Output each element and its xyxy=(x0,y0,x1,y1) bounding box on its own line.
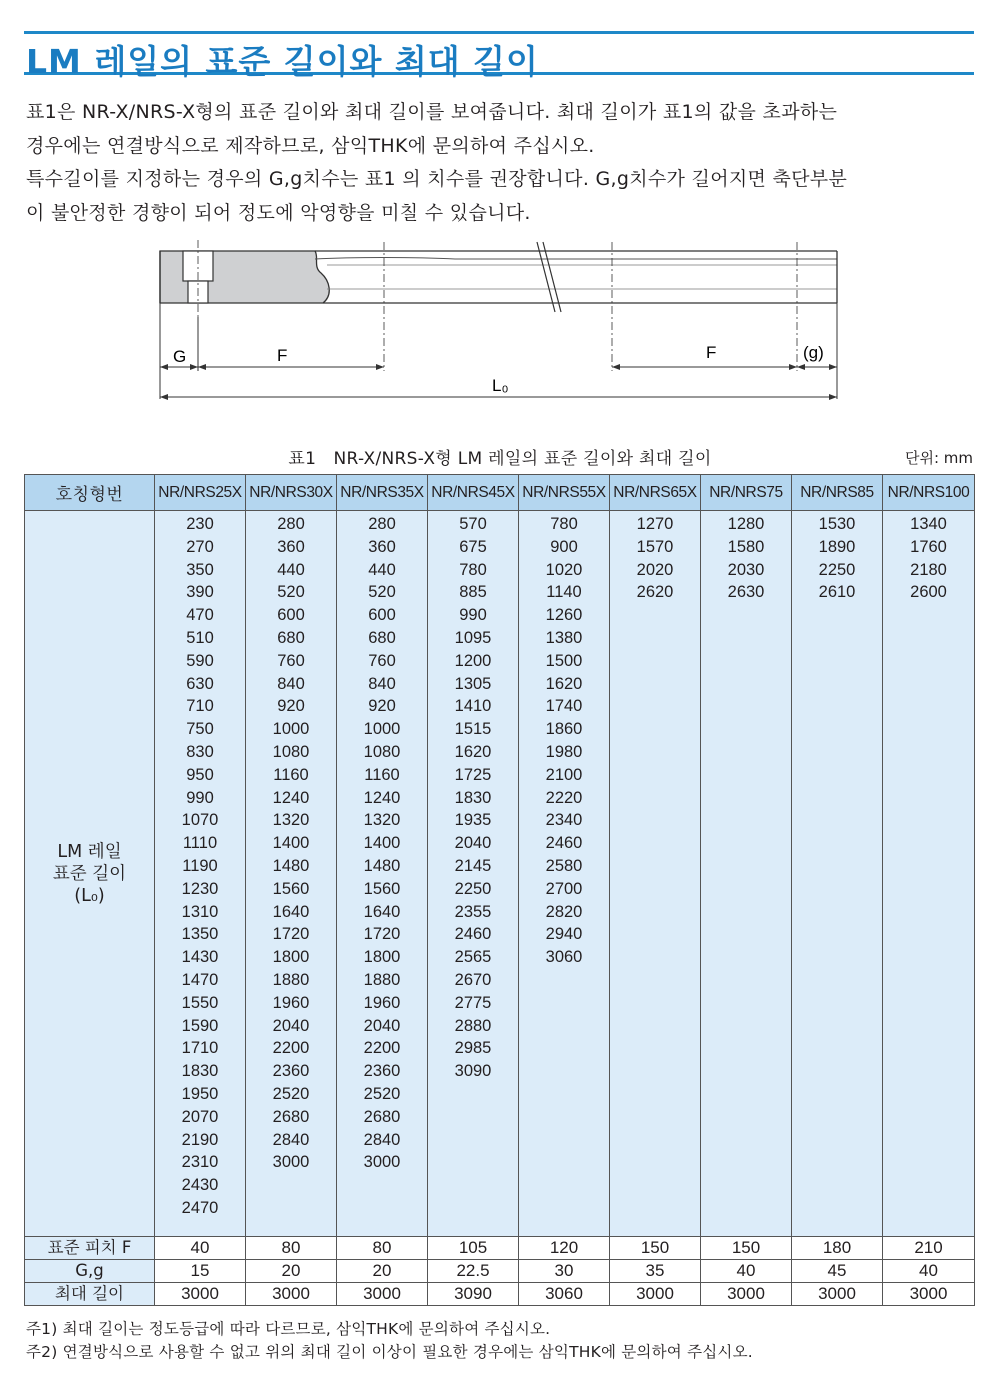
std-length-value: 1260 xyxy=(545,606,583,625)
rail-groove-line xyxy=(315,258,837,260)
gg-cell: 40 xyxy=(883,1260,975,1283)
std-length-value: 830 xyxy=(186,742,214,761)
max-length-cell: 3000 xyxy=(610,1283,701,1306)
intro-text xyxy=(26,96,974,230)
max-length-label: 최대 길이 xyxy=(25,1283,155,1306)
intro-line: 표1은 NR-X/NRS-X형의 표준 길이와 최대 길이를 보여줍니다. 최대 길이가 표1의 값을 초과하는 xyxy=(26,101,838,123)
pitch-label: 표준 피치 F xyxy=(25,1237,155,1260)
pitch-cell: 150 xyxy=(701,1237,792,1260)
std-length-value: 2580 xyxy=(545,856,583,875)
label-G: G xyxy=(173,347,187,366)
std-length-value: 1500 xyxy=(545,651,583,670)
std-length-value: 1640 xyxy=(272,902,310,921)
std-length-value: 3090 xyxy=(454,1062,492,1081)
std-length-value: 1720 xyxy=(272,925,310,944)
std-length-value: 2200 xyxy=(272,1039,310,1058)
footnote: 주2) 연결방식으로 사용할 수 없고 위의 최대 길이 이상이 필요한 경우에는 삼익THK에 문의하여 주십시오. xyxy=(26,1343,753,1361)
max-length-cell: 3000 xyxy=(883,1283,975,1306)
std-length-value: 230 xyxy=(186,515,214,533)
std-length-value: 2250 xyxy=(818,560,856,579)
std-length-value: 630 xyxy=(186,674,214,693)
std-length-value: 1430 xyxy=(181,948,219,967)
column-header: NR/NRS35X xyxy=(337,475,428,511)
gg-cell: 35 xyxy=(610,1260,701,1283)
table-caption: 표1 NR-X/NRS-X형 LM 레일의 표준 길이와 최대 길이 xyxy=(288,449,712,469)
std-length-value: 1310 xyxy=(181,902,219,921)
pitch-cell: 150 xyxy=(610,1237,701,1260)
std-length-value: 1830 xyxy=(181,1062,219,1081)
std-length-value: 1710 xyxy=(181,1039,219,1058)
header-model: 호칭형번 xyxy=(25,475,155,511)
std-length-value: 1760 xyxy=(910,537,947,556)
pitch-cell: 180 xyxy=(792,1237,883,1260)
column-header: NR/NRS55X xyxy=(519,475,610,511)
std-length-value: 1560 xyxy=(272,879,310,898)
std-length-value: 760 xyxy=(368,651,396,670)
std-length-value: 1480 xyxy=(272,856,310,875)
std-length-value: 2145 xyxy=(454,856,492,875)
intro-line: 경우에는 연결방식으로 제작하므로, 삼익THK에 문의하여 주십시오. xyxy=(26,134,595,157)
max-length-cell: 3000 xyxy=(701,1283,792,1306)
gg-cell: 20 xyxy=(246,1260,337,1283)
std-length-value: 1240 xyxy=(363,788,401,807)
length-table xyxy=(24,474,975,1306)
std-length-value: 470 xyxy=(186,606,214,625)
std-length-cell xyxy=(337,511,428,1237)
std-length-value: 1620 xyxy=(454,742,492,761)
std-length-value: 1320 xyxy=(363,811,401,830)
std-length-value: 2030 xyxy=(727,560,765,579)
intro-line: 이 불안정한 경향이 되어 정도에 악영향을 미칠 수 있습니다. xyxy=(26,201,531,224)
std-length-value: 780 xyxy=(550,515,578,533)
max-length-cell: 3000 xyxy=(246,1283,337,1306)
std-length-value: 1590 xyxy=(181,1016,219,1035)
std-length-value: 680 xyxy=(277,628,305,647)
std-length-value: 360 xyxy=(277,537,305,556)
column-header: NR/NRS45X xyxy=(428,475,519,511)
std-length-value: 570 xyxy=(459,515,487,533)
std-length-value: 2820 xyxy=(545,902,583,921)
std-length-value: 1270 xyxy=(636,515,674,533)
std-length-value: 1305 xyxy=(454,674,492,693)
std-length-value: 2630 xyxy=(727,583,765,602)
gg-cell: 30 xyxy=(519,1260,610,1283)
max-length-cell: 3000 xyxy=(792,1283,883,1306)
std-length-value: 1070 xyxy=(181,811,219,830)
std-length-value: 1560 xyxy=(363,879,401,898)
std-length-value: 2040 xyxy=(363,1016,401,1035)
pitch-cell: 40 xyxy=(155,1237,246,1260)
std-length-value: 1950 xyxy=(181,1084,219,1103)
std-length-value: 1830 xyxy=(454,788,492,807)
std-length-value: 1550 xyxy=(181,993,219,1012)
std-length-value: 760 xyxy=(277,651,305,670)
std-length-value: 590 xyxy=(186,651,214,670)
std-length-value: 710 xyxy=(186,697,214,716)
std-length-value: 1860 xyxy=(545,720,583,739)
std-length-value: 1230 xyxy=(181,879,219,898)
column-header: NR/NRS65X xyxy=(610,475,701,511)
std-length-label xyxy=(25,511,155,1237)
std-length-cell xyxy=(428,511,519,1237)
std-length-value: 600 xyxy=(368,606,396,625)
std-length-value: 1720 xyxy=(363,925,401,944)
std-length-cell xyxy=(792,511,883,1237)
std-length-value: 2620 xyxy=(636,583,674,602)
std-length-value: 1620 xyxy=(545,674,583,693)
pitch-cell: 80 xyxy=(337,1237,428,1260)
std-length-value: 1160 xyxy=(273,765,309,784)
std-length-value: 1160 xyxy=(364,765,400,784)
std-length-value: 510 xyxy=(186,628,214,647)
pitch-cell: 120 xyxy=(519,1237,610,1260)
std-length-value: 675 xyxy=(459,537,487,556)
label-L0: L₀ xyxy=(492,376,509,395)
std-length-value: 3000 xyxy=(363,1153,401,1172)
gg-row xyxy=(25,1260,975,1283)
title-bar xyxy=(24,31,974,81)
gg-cell: 45 xyxy=(792,1260,883,1283)
std-length-value: 2460 xyxy=(454,925,492,944)
std-length-value: 2680 xyxy=(272,1107,310,1126)
std-length-value: 2470 xyxy=(181,1198,219,1217)
std-length-value: 2200 xyxy=(363,1039,401,1058)
intro-line: 특수길이를 지정하는 경우의 G,g치수는 표1 의 치수를 권장합니다. G,g치수가 길어지면 축단부분 xyxy=(26,168,848,190)
std-length-value: 2670 xyxy=(454,970,492,989)
std-length-value: 990 xyxy=(186,788,214,807)
std-length-value: 2360 xyxy=(363,1062,401,1081)
std-length-value: 440 xyxy=(368,560,396,579)
footnote: 주1) 최대 길이는 정도등급에 따라 다르므로, 삼익THK에 문의하여 주십시오. xyxy=(26,1320,551,1338)
std-length-value: 2190 xyxy=(181,1130,219,1149)
gg-cell: 15 xyxy=(155,1260,246,1283)
std-length-value: 2310 xyxy=(181,1153,219,1172)
std-length-value: 2880 xyxy=(454,1016,492,1035)
std-length-value: 1800 xyxy=(363,948,401,967)
std-length-cell xyxy=(519,511,610,1237)
std-length-value: 1280 xyxy=(727,515,765,533)
std-length-value: 350 xyxy=(186,560,214,579)
pitch-cell: 105 xyxy=(428,1237,519,1260)
std-length-value: 1080 xyxy=(363,742,401,761)
std-length-cell xyxy=(883,511,975,1237)
std-length-value: 2610 xyxy=(818,583,856,602)
std-length-value: 1570 xyxy=(636,537,674,556)
std-length-value: 1410 xyxy=(454,697,492,716)
std-length-value: 2250 xyxy=(454,879,492,898)
std-length-value: 840 xyxy=(368,674,396,693)
max-length-cell: 3000 xyxy=(337,1283,428,1306)
std-length-value: 1960 xyxy=(272,993,310,1012)
std-length-value: 1725 xyxy=(454,765,492,784)
std-length-value: 2840 xyxy=(272,1130,310,1149)
column-header: NR/NRS30X xyxy=(246,475,337,511)
std-length-value: 2340 xyxy=(545,811,583,830)
std-length-value: 2070 xyxy=(181,1107,219,1126)
std-length-value: 2460 xyxy=(545,834,583,853)
std-length-value: 2565 xyxy=(454,948,492,967)
std-length-value: 1890 xyxy=(818,537,856,556)
std-length-value: 1960 xyxy=(363,993,401,1012)
std-length-cell xyxy=(155,511,246,1237)
std-length-value: 2220 xyxy=(545,788,583,807)
std-length-value: 1980 xyxy=(545,742,583,761)
gg-cell: 22.5 xyxy=(428,1260,519,1283)
std-length-value: 1515 xyxy=(454,720,492,739)
std-length-value: 2355 xyxy=(454,902,492,921)
table-header-row xyxy=(25,475,975,511)
max-length-cell: 3060 xyxy=(519,1283,610,1306)
std-length-value: 840 xyxy=(277,674,305,693)
std-length-value: 2040 xyxy=(272,1016,310,1035)
std-length-value: 600 xyxy=(277,606,305,625)
std-length-value: 360 xyxy=(368,537,396,556)
std-length-value: 990 xyxy=(459,606,487,625)
std-length-value: 1580 xyxy=(727,537,765,556)
std-length-value: 1080 xyxy=(272,742,310,761)
std-length-value: 2360 xyxy=(272,1062,310,1081)
std-length-value: 885 xyxy=(459,583,487,602)
std-length-value: 1200 xyxy=(454,651,492,670)
std-length-value: 1095 xyxy=(454,628,492,647)
std-length-value: 750 xyxy=(186,720,214,739)
std-length-value: 3060 xyxy=(545,948,583,967)
std-length-value: 1640 xyxy=(363,902,401,921)
std-length-value: 1880 xyxy=(272,970,310,989)
std-length-cell xyxy=(701,511,792,1237)
column-header: NR/NRS100 xyxy=(883,475,975,511)
std-length-value: 2840 xyxy=(363,1130,401,1149)
std-length-value: 2985 xyxy=(454,1039,492,1058)
std-length-value: 1740 xyxy=(545,697,583,716)
std-length-value: 2520 xyxy=(272,1084,310,1103)
std-length-value: 1110 xyxy=(182,834,218,853)
rail-diagram xyxy=(155,237,845,411)
pitch-cell: 80 xyxy=(246,1237,337,1260)
max-length-row xyxy=(25,1283,975,1306)
std-length-value: 1000 xyxy=(363,720,401,739)
max-length-cell: 3090 xyxy=(428,1283,519,1306)
std-length-value: 2180 xyxy=(910,560,947,579)
std-length-value: 2940 xyxy=(545,925,583,944)
gg-label: G,g xyxy=(25,1260,155,1283)
row-label-line: 표준 길이 xyxy=(52,863,127,884)
std-length-value: 680 xyxy=(368,628,396,647)
rail-diagram-svg xyxy=(155,237,845,407)
std-length-value: 1350 xyxy=(181,925,219,944)
label-g: (g) xyxy=(803,343,824,362)
column-header: NR/NRS85 xyxy=(792,475,883,511)
std-length-value: 520 xyxy=(368,583,396,602)
label-F-left: F xyxy=(277,346,288,365)
std-length-value: 920 xyxy=(277,697,305,716)
std-length-value: 440 xyxy=(277,560,305,579)
std-length-value: 390 xyxy=(186,583,214,602)
std-length-value: 1935 xyxy=(454,811,492,830)
std-length-value: 900 xyxy=(550,537,578,556)
column-header: NR/NRS75 xyxy=(701,475,792,511)
std-length-value: 2775 xyxy=(454,993,492,1012)
row-label-line: (L₀) xyxy=(74,885,105,906)
std-length-value: 280 xyxy=(277,515,305,533)
label-F-right: F xyxy=(706,343,717,362)
std-length-value: 1240 xyxy=(272,788,310,807)
std-length-value: 780 xyxy=(459,560,487,579)
std-length-row xyxy=(25,511,975,1237)
std-length-value: 1190 xyxy=(182,856,218,875)
std-length-value: 2040 xyxy=(454,834,492,853)
footnotes xyxy=(26,1318,753,1364)
std-length-value: 2520 xyxy=(363,1084,401,1103)
std-length-value: 1400 xyxy=(363,834,401,853)
std-length-value: 1530 xyxy=(818,515,856,533)
std-length-value: 1400 xyxy=(272,834,310,853)
std-length-value: 1880 xyxy=(363,970,401,989)
std-length-value: 2680 xyxy=(363,1107,401,1126)
std-length-value: 1020 xyxy=(545,560,583,579)
std-length-value: 950 xyxy=(186,765,214,784)
std-length-value: 280 xyxy=(368,515,396,533)
std-length-value: 1380 xyxy=(545,628,583,647)
std-length-value: 1320 xyxy=(272,811,310,830)
pitch-row xyxy=(25,1237,975,1260)
std-length-value: 1140 xyxy=(546,583,582,602)
std-length-value: 270 xyxy=(186,537,214,556)
std-length-cell xyxy=(246,511,337,1237)
gg-cell: 40 xyxy=(701,1260,792,1283)
gg-cell: 20 xyxy=(337,1260,428,1283)
column-header: NR/NRS25X xyxy=(155,475,246,511)
std-length-value: 2700 xyxy=(545,879,583,898)
row-label-line: LM 레일 xyxy=(57,841,122,862)
std-length-value: 2430 xyxy=(181,1176,219,1195)
std-length-value: 1470 xyxy=(181,970,219,989)
std-length-value: 1800 xyxy=(272,948,310,967)
std-length-value: 2600 xyxy=(910,583,947,602)
std-length-value: 920 xyxy=(368,697,396,716)
std-length-value: 1000 xyxy=(272,720,310,739)
max-length-cell: 3000 xyxy=(155,1283,246,1306)
std-length-cell xyxy=(610,511,701,1237)
pitch-cell: 210 xyxy=(883,1237,975,1260)
std-length-value: 2020 xyxy=(636,560,674,579)
page-title: LM 레일의 표준 길이와 최대 길이 xyxy=(26,42,539,81)
std-length-value: 3000 xyxy=(272,1153,310,1172)
unit-label: 단위: mm xyxy=(904,449,973,467)
std-length-value: 2100 xyxy=(545,765,583,784)
std-length-value: 1480 xyxy=(363,856,401,875)
std-length-value: 520 xyxy=(277,583,305,602)
std-length-value: 1340 xyxy=(910,515,947,533)
